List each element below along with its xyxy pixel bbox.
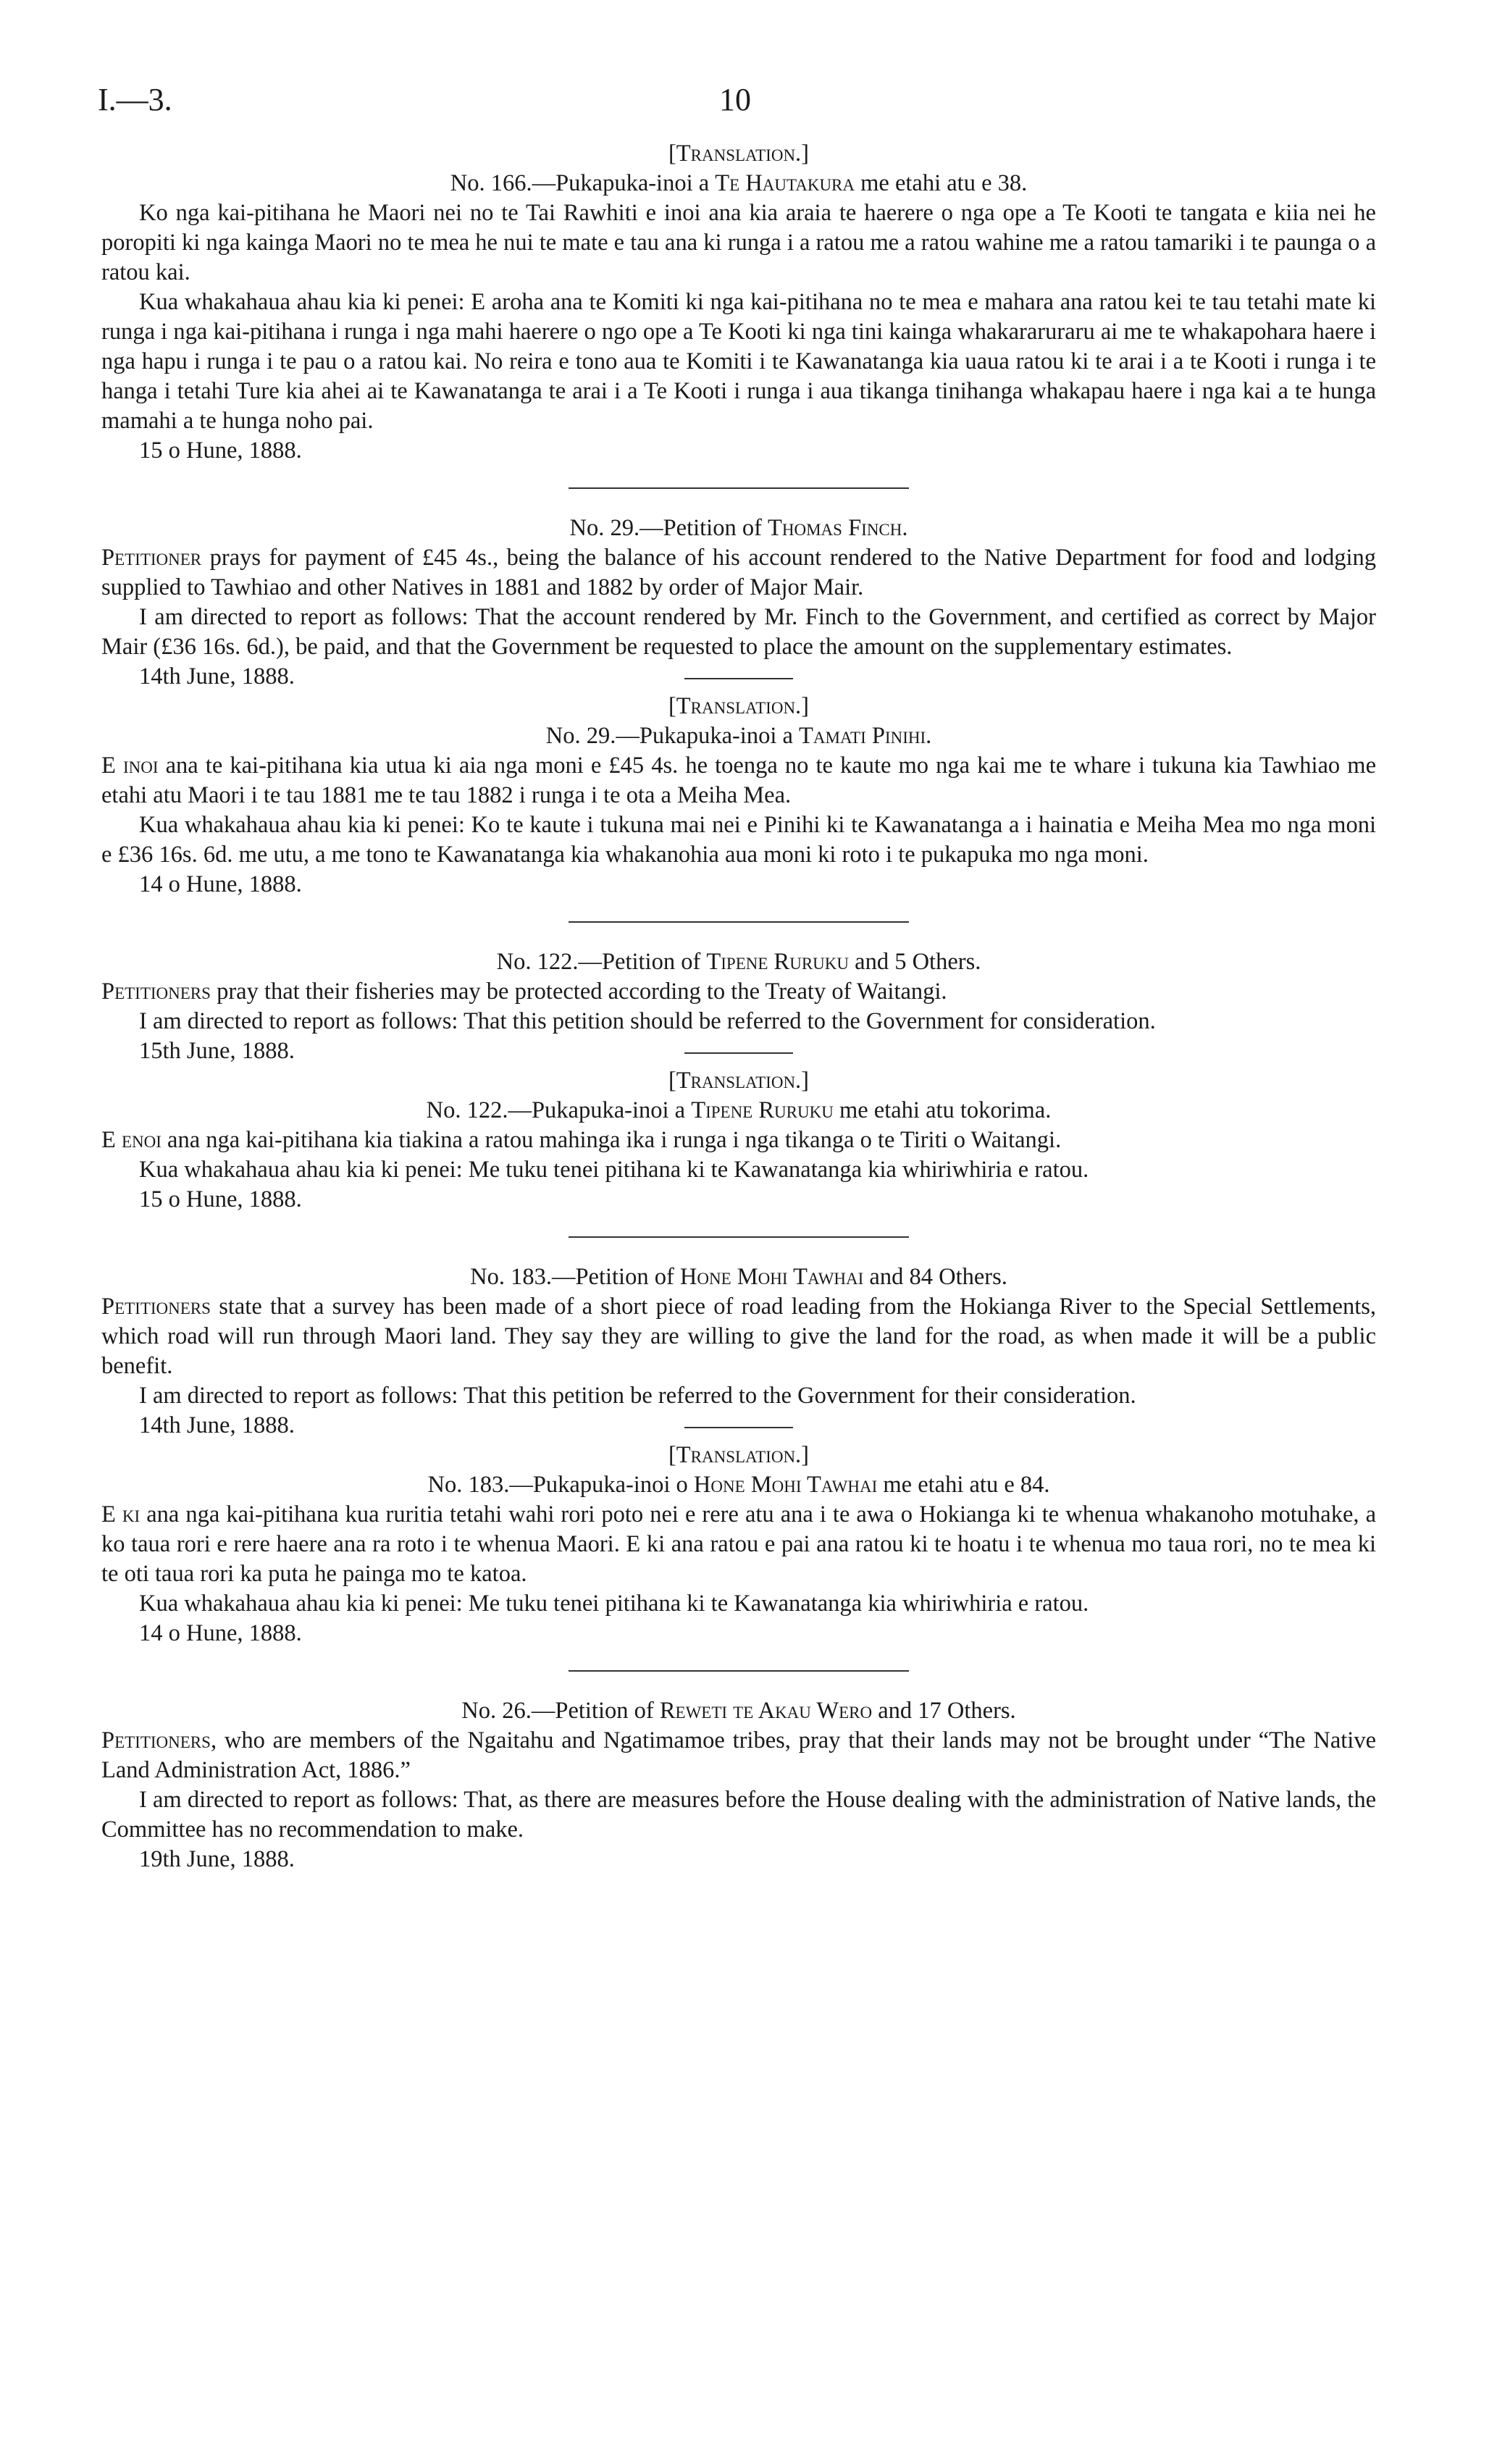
document-reference: I.—3.: [98, 82, 172, 117]
section-29: [101, 514, 1376, 692]
report-date: 15 o Hune, 1888.: [139, 437, 302, 464]
petition-text: [101, 751, 1376, 810]
section-26: [101, 1696, 1376, 1874]
title-suffix: .: [902, 515, 908, 541]
report-text: Kua whakahaua ahau kia ki penei: E aroha ana te Komiti ki nga kai-pitihana no te mea e mahara ana ratou kei te tau tetahi mate ki runga i nga kai-pitihana i runga i nga mahi haerere o ngo ope a Te Kooti ki nga tini kainga whakararuraru ai me te whakapohara haere i nga hapu i runga i te pau o a ratou kai. No reira e tono aua te Komiti i te Kawanatanga kia uaua ratou ki te arai i a te Kooti i runga i te hanga i tetahi Ture kia ahei ai te Kawanatanga te arai i a Te Kooti i runga i aua tikanga tinihanga whakapau haere i nga kai a te hunga mamahi a te hunga noho pai.: [101, 289, 1376, 434]
title-prefix: No. 166.—Pukapuka-inoi a: [450, 170, 716, 196]
title-suffix: and 5 Others.: [849, 949, 981, 975]
petition-title: [101, 1262, 1376, 1292]
petition-title: [101, 1096, 1376, 1126]
title-suffix: me etahi atu e 38.: [855, 170, 1028, 196]
petition-text: Ko nga kai-pitihana he Maori nei no te Tai Rawhiti e inoi ana kia araia te haerere o nga ope a Te Kooti te tangata e kiia nei he poropiti ki nga kainga Maori no te mea he nui te mate e tau ana ki runga i a ratou me a ratou wahine me a ratou tamariki i te paunga o a ratou kai.: [101, 200, 1376, 285]
date-row: [101, 662, 1376, 692]
report-date: 14th June, 1888.: [139, 1412, 295, 1438]
petition-text: [101, 543, 1376, 603]
petition-title: [101, 947, 1376, 977]
translation-label: [Translation.]: [668, 1068, 809, 1094]
report-text: Kua whakahaua ahau kia ki penei: Ko te kaute i tukuna mai nei e Pinihi ki te Kawanatanga a i hainatia e Meiha Mea mo nga moni e £36 16s. 6d. me utu, a me tono te Kawanatanga kia whakanohia aua moni ki roto i te pukapuka mo nga moni.: [101, 812, 1376, 868]
petition-body: prays for payment of £45 4s., being the balance of his account rendered to the Native Department for food and lodging supplied to Tawhiao and other Natives in 1881 and 1882 by order of Major Mair.: [101, 545, 1376, 600]
petition-title: [101, 514, 1376, 543]
lead-word: Petitioner: [101, 545, 202, 571]
report-date: 19th June, 1888.: [139, 1846, 295, 1872]
section-29-translation: [101, 692, 1376, 900]
translation-label: [Translation.]: [668, 693, 809, 719]
petition-body: , who are members of the Ngaitahu and Ngatimamoe tribes, pray that their lands may not be brought under “The Native Land Administration Act, 1886.”: [101, 1727, 1376, 1783]
petitioner-name: Tipene Ruruku: [706, 949, 850, 975]
petition-text: [101, 1292, 1376, 1381]
report-date: 14th June, 1888.: [139, 663, 295, 690]
title-suffix: me etahi atu e 84.: [877, 1472, 1050, 1498]
petitioner-name: Thomas Finch: [768, 515, 902, 541]
report-text: I am directed to report as follows: That this petition should be referred to the Government for consideration.: [139, 1008, 1156, 1034]
petition-text: [101, 1126, 1376, 1155]
report-text: I am directed to report as follows: That the account rendered by Mr. Finch to the Government, and certified as correct by Major Mair (£36 16s. 6d.), be paid, and that the Government be requested to place the amount on the supplementary estimates.: [101, 604, 1376, 660]
report-text: I am directed to report as follows: That, as there are measures before the House dealing with the administration of Native lands, the Committee has no recommendation to make.: [101, 1787, 1376, 1843]
report-date: 15 o Hune, 1888.: [139, 1186, 302, 1212]
title-suffix: me etahi atu tokorima.: [833, 1097, 1052, 1123]
date-row: [101, 1411, 1376, 1441]
report-text: I am directed to report as follows: That this petition be referred to the Government for their consideration.: [139, 1383, 1136, 1409]
section-166-translation: [101, 139, 1376, 466]
petition-body: state that a survey has been made of a short piece of road leading from the Hokianga River to the Special Settlements, which road will run through Maori land. They say they are willing to give the land for the road, as when made it will be a public benefit.: [101, 1294, 1376, 1379]
title-suffix: and 17 Others.: [872, 1698, 1016, 1724]
petitioner-name: Hone Mohi Tawhai: [693, 1472, 878, 1498]
lead-word: Petitioners: [101, 1727, 211, 1753]
section-122: [101, 947, 1376, 1066]
lead-word: Petitioners: [101, 1294, 211, 1320]
title-prefix: No. 122.—Pukapuka-inoi a: [426, 1097, 692, 1123]
report-text: Kua whakahaua ahau kia ki penei: Me tuku tenei pitihana ki te Kawanatanga kia whiriwhiria e ratou.: [139, 1157, 1089, 1183]
title-prefix: No. 26.—Petition of: [461, 1698, 660, 1724]
petitioner-name: Reweti te Akau Wero: [659, 1698, 873, 1724]
petition-title: [101, 1696, 1376, 1726]
lead-word: E enoi: [101, 1127, 162, 1153]
petitioner-name: Tipene Ruruku: [691, 1097, 834, 1123]
title-prefix: No. 122.—Petition of: [496, 949, 707, 975]
lead-word: E inoi: [101, 753, 159, 779]
petition-title: [101, 169, 1376, 198]
petition-title: [101, 721, 1376, 751]
petition-text: [101, 1726, 1376, 1785]
petition-text: [101, 977, 1376, 1007]
petitioner-name: Hone Mohi Tawhai: [679, 1264, 864, 1290]
translation-label: [Translation.]: [668, 1442, 809, 1468]
page-header: [98, 81, 1372, 125]
section-divider: [569, 1236, 909, 1238]
petition-body: ana te kai-pitihana kia utua ki aia nga moni e £45 4s. he toenga no te kaute mo nga kai me te whare i tukuna kia Tawhiao me etahi atu Maori i te tau 1881 me te tau 1882 i runga i te ota a Meiha Mea.: [101, 753, 1376, 808]
section-divider: [569, 921, 909, 923]
title-suffix: .: [926, 723, 932, 749]
section-122-translation: [101, 1066, 1376, 1215]
title-prefix: No. 29.—Pukapuka-inoi a: [545, 723, 800, 749]
translation-label: [Translation.]: [668, 141, 809, 167]
translation-divider: [684, 678, 793, 679]
section-183-translation: [101, 1441, 1376, 1648]
title-prefix: No. 29.—Petition of: [569, 515, 768, 541]
date-row: [101, 1036, 1376, 1066]
report-date: 15th June, 1888.: [139, 1038, 295, 1064]
title-suffix: and 84 Others.: [863, 1264, 1007, 1290]
lead-word: E ki: [101, 1501, 141, 1528]
section-divider: [569, 487, 909, 489]
section-divider: [569, 1670, 909, 1672]
title-prefix: No. 183.—Petition of: [470, 1264, 680, 1290]
page-number: 10: [719, 82, 751, 117]
report-date: 14 o Hune, 1888.: [139, 1620, 302, 1646]
translation-divider: [684, 1427, 793, 1428]
petitioner-name: Te Hautakura: [715, 170, 855, 196]
petition-title: [101, 1470, 1376, 1500]
section-183: [101, 1262, 1376, 1441]
document-body: [101, 139, 1376, 1874]
report-text: Kua whakahaua ahau kia ki penei: Me tuku tenei pitihana ki te Kawanatanga kia whiriwhiria e ratou.: [139, 1591, 1089, 1617]
petitioner-name: Tamati Pinihi: [799, 723, 926, 749]
petition-body: pray that their fisheries may be protected according to the Treaty of Waitangi.: [210, 979, 947, 1005]
title-prefix: No. 183.—Pukapuka-inoi o: [427, 1472, 694, 1498]
petition-text: [101, 1500, 1376, 1589]
report-date: 14 o Hune, 1888.: [139, 871, 302, 897]
translation-divider: [684, 1052, 793, 1054]
petition-body: ana nga kai-pitihana kua ruritia tetahi wahi rori poto nei e rere atu ana i te awa o Hokianga ki te whenua whakanoho motuhake, a ko taua rori e rere haere ana ra roto i te whenua Maori. E ki ana ratou e pai ana ratou ki te hoatu i te whenua mo taua rori, no te mea ki te oti taua rori ka puta he painga mo te katoa.: [101, 1501, 1376, 1587]
lead-word: Petitioners: [101, 979, 211, 1005]
petition-body: ana nga kai-pitihana kia tiakina a ratou mahinga ika i runga i nga tikanga o te Tiriti o Waitangi.: [161, 1127, 1062, 1153]
